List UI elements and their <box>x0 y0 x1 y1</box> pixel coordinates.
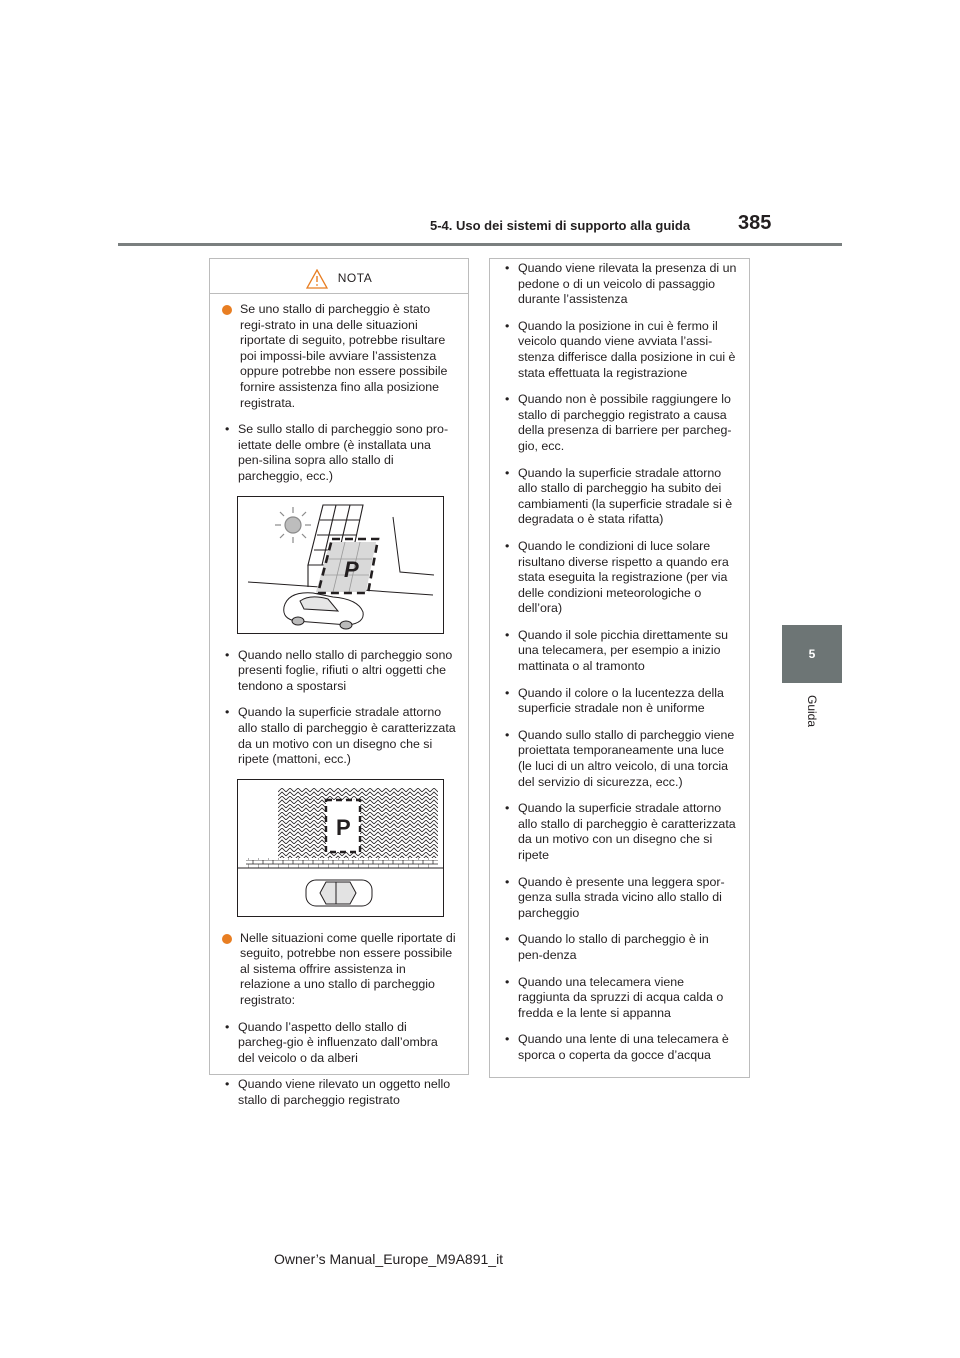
chapter-number: 5 <box>808 647 816 661</box>
note-heading-text: NOTA <box>337 271 373 286</box>
note-item-bullet: • Quando il colore o la lucentezza della superficie stradale non è uniforme <box>502 686 737 717</box>
note-item-circle: Nelle situazioni come quelle riportate di seguito, potrebbe non essere possibile al sistema offrire assistenza in relazione a uno stallo di parcheggio registrato: <box>222 931 456 1009</box>
note-item-bullet: • Quando la superficie stradale attorno allo stallo di parcheggio è caratterizzata da un motivo con un disegno che si ripete (mattoni, ecc.) <box>222 705 456 767</box>
note-item-bullet: • Quando il sole picchia direttamente su una telecamera, per esempio a inizio mattinata o al tramonto <box>502 628 737 675</box>
note-item-bullet: • Quando una lente di una telecamera è sporca o coperta da gocce d’acqua <box>502 1032 737 1063</box>
shadow-illustration <box>237 496 444 634</box>
warning-triangle-icon <box>306 269 328 289</box>
note-box-left <box>209 258 469 1108</box>
note-heading <box>210 259 468 294</box>
pattern-illustration <box>237 779 444 917</box>
note-item-bullet: • Se sullo stallo di parcheggio sono pro-iettate delle ombre (è installata una pen-silina sopra allo stallo di parcheggio, ecc.) <box>222 422 456 484</box>
note-item-bullet: • Quando la superficie stradale attorno allo stallo di parcheggio ha subito dei cambiamenti (la superficie stradale si è degradata o è stata rifatta) <box>502 466 737 528</box>
page-number: 385 <box>738 212 772 234</box>
note-item-bullet: • Quando una telecamera viene raggiunta da spruzzi di acqua calda o fredda e la lente si appanna <box>502 975 737 1022</box>
note-item-bullet: • Quando viene rilevata la presenza di un pedone o di un veicolo di passaggio durante l’assistenza <box>502 261 737 308</box>
note-item-bullet: • Quando lo stallo di parcheggio è in pen-denza <box>502 932 737 963</box>
note-item-bullet: • Quando sullo stallo di parcheggio viene proiettata temporaneamente una luce (le luci di un altro veicolo, di una torcia del servizio di sicurezza, ecc.) <box>502 728 737 790</box>
chapter-label <box>782 686 842 736</box>
note-item-bullet: • Quando nello stallo di parcheggio sono presenti foglie, rifiuti o altri oggetti che tendono a spostarsi <box>222 648 456 695</box>
header-rule <box>118 243 842 246</box>
parking-p-marker: P <box>336 814 351 840</box>
note-item-bullet: • Quando è presente una leggera spor-genza sulla strada vicino allo stallo di parcheggio <box>502 875 737 922</box>
note-item-circle: Se uno stallo di parcheggio è stato regi-strato in una delle situazioni riportate di seguito, potrebbe risultare poi impossi-bile avviare l’assistenza oppure potrebbe non essere possibile fornire assistenza fino alla posizione registrata. <box>222 302 456 411</box>
note-item-bullet: • Quando la posizione in cui è fermo il veicolo quando viene avviata l’assi-stenza differisce dalla posizione in cui è stata effettuata la registrazione <box>502 319 737 381</box>
section-title: 5-4. Uso dei sistemi di supporto alla guida <box>430 218 691 233</box>
note-box-right <box>489 258 750 1078</box>
footer-text: Owner’s Manual_Europe_M9A891_it <box>274 1251 504 1267</box>
chapter-tab[interactable] <box>782 625 842 683</box>
note-item-bullet: • Quando le condizioni di luce solare risultano diverse rispetto a quando era stata eseguita la registrazione (per via delle condizioni meteorologiche o dell’ora) <box>502 539 737 617</box>
chapter-label-text: Guida <box>805 694 819 728</box>
parking-p-marker: P <box>344 556 359 582</box>
note-item-bullet: • Quando viene rilevato un oggetto nello stallo di parcheggio registrato <box>222 1077 456 1108</box>
note-item-bullet: • Quando la superficie stradale attorno allo stallo di parcheggio è caratterizzata da un motivo con un disegno che si ripete <box>502 801 737 863</box>
note-item-bullet: • Quando non è possibile raggiungere lo stallo di parcheggio registrato a causa della presenza di barriere per parcheg-gio, ecc. <box>502 392 737 454</box>
note-item-bullet: • Quando l’aspetto dello stallo di parcheg-gio è influenzato dall’ombra del veicolo o da alberi <box>222 1020 456 1067</box>
